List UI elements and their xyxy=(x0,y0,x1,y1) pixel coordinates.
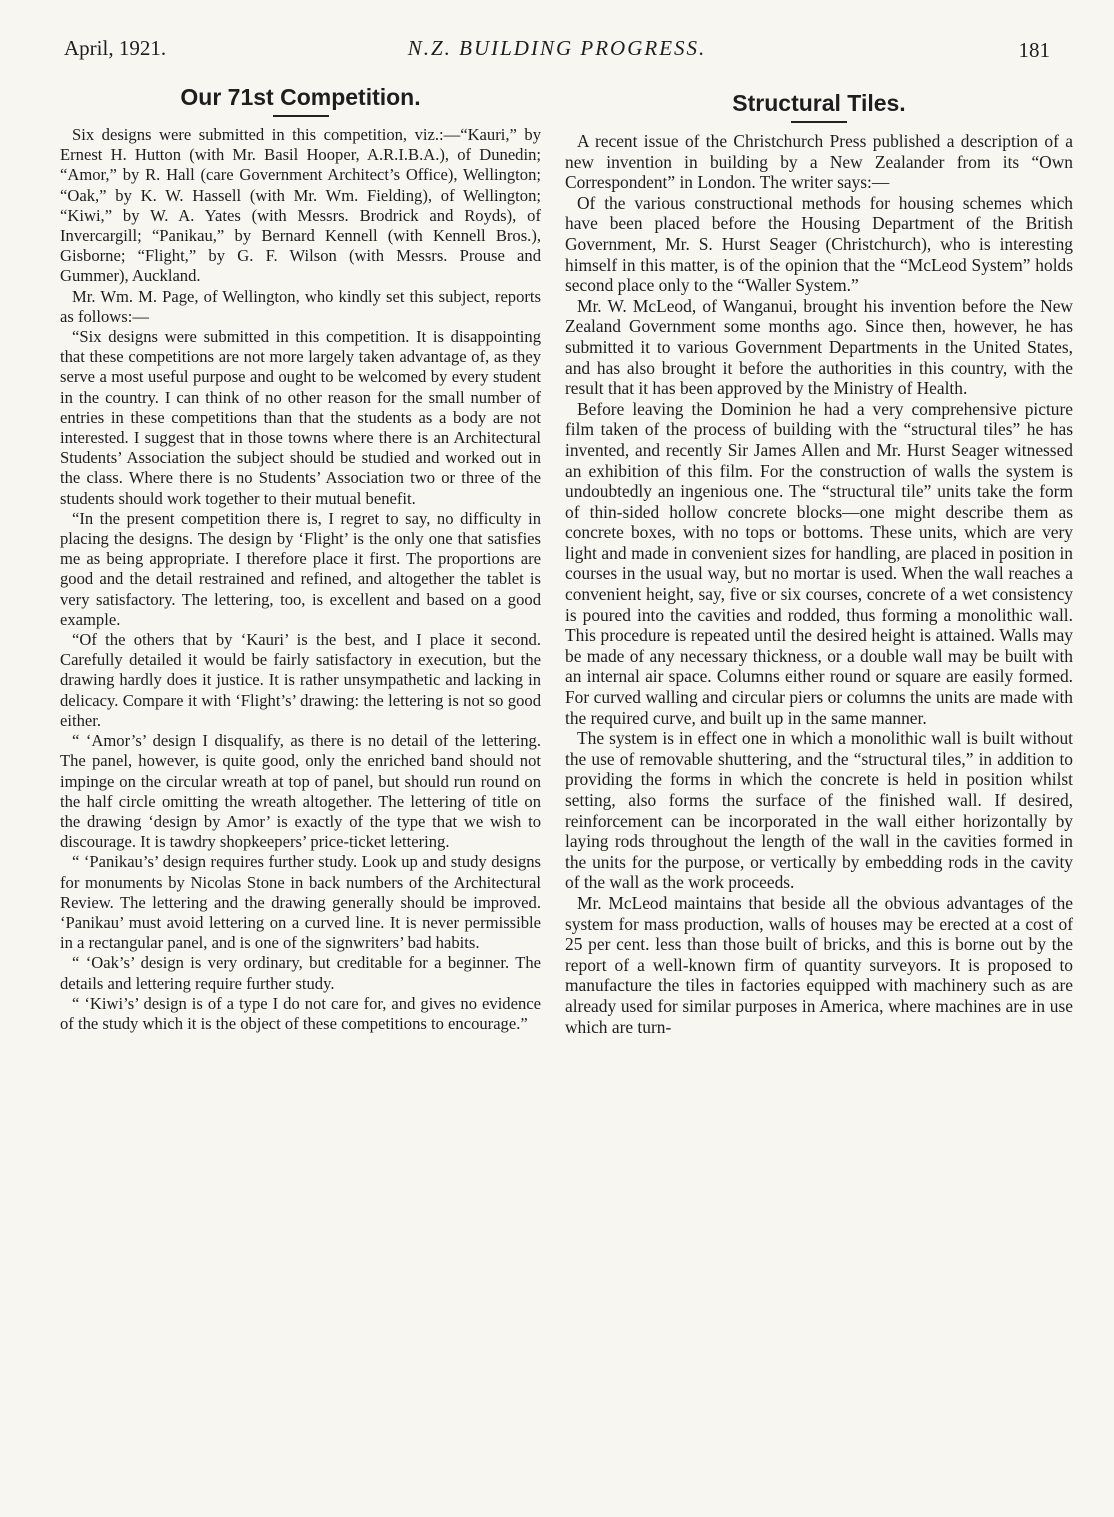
issue-date: April, 1921. xyxy=(64,36,167,60)
title-rule xyxy=(791,121,847,123)
article-paragraph: Mr. McLeod maintains that beside all the obvious advantages of the system for mass production, walls of houses may be erected at a cost of 25 per cent. less than those built of bricks, and this is borne out by the report of a well-known firm of quantity surveyors. It is proposed to manufacture the tiles in factories equipped with machinery such as are already used for similar purposes in America, where machines are in use which are turn- xyxy=(565,892,1073,1037)
article-paragraph: “Six designs were submitted in this competition. It is disappointing that these competitions are not more largely taken advantage of, as they serve a most useful purpose and ought to be welcomed by every student in the country. I can think of no other reason for the small number of entries in these competitions than that the students as a body are not interested. I suggest that in those towns where there is an Architectural Students’ Association the subject should be studied and worked out in the class. Where there is no Students’ Association two or three of the students should work together to their mutual benefit. xyxy=(60,327,541,508)
competition-article-title: Our 71st Competition. xyxy=(180,84,421,110)
page-number: 181 xyxy=(1018,38,1050,62)
article-paragraph: Of the various constructional methods for housing schemes which have been placed before the Housing Department of the British Government, Mr. S. Hurst Seager (Christchurch), who is interesting himself in this matter, is of the opinion that the “McLeod System” holds second place only to the “Waller System.” xyxy=(565,192,1073,296)
article-paragraph: Mr. W. McLeod, of Wanganui, brought his invention before the New Zealand Government some months ago. Since then, however, he has submitted it to various Government Departments in the United States, and has also brought it before the authorities in this country, with the result that it has been approved by the Ministry of Health. xyxy=(565,295,1073,399)
title-rule xyxy=(273,115,329,117)
article-paragraph: A recent issue of the Christchurch Press published a description of a new invention in building by a New Zealander from its “Own Correspondent” in London. The writer says:— xyxy=(565,131,1073,193)
article-paragraph: “Of the others that by ‘Kauri’ is the best, and I place it second. Carefully detailed it would be fairly satisfactory in execution, but the drawing hardly does it justice. It is rather unsympathetic and lacking in delicacy. Compare it with ‘Flight’s’ drawing: the lettering is not so good either. xyxy=(60,630,541,730)
article-paragraph: Mr. Wm. M. Page, of Wellington, who kindly set this subject, reports as follows:— xyxy=(60,286,541,326)
left-column xyxy=(60,76,541,1034)
article-paragraph: “ ‘Oak’s’ design is very ordinary, but creditable for a beginner. The details and lettering require further study. xyxy=(60,953,541,993)
article-paragraph: The system is in effect one in which a monolithic wall is built without the use of removable shuttering, and the “structural tiles,” in addition to providing the forms in which the concrete is held in position whilst setting, also forms the surface of the finished wall. If desired, reinforcement can be incorporated in the wall either horizontally by laying rods throughout the length of the wall in the cavities formed in the units for the purpose, or vertically by embedding rods in the cavity of the wall as the work proceeds. xyxy=(565,728,1073,893)
article-paragraph: “ ‘Amor’s’ design I disqualify, as there is no detail of the lettering. The panel, however, is quite good, only the enriched band should not impinge on the circular wreath at top of panel, but should run round on the half circle omitting the wreath altogether. The lettering of title on the drawing ‘design by Amor’ is exactly of the type that we wish to discourage. It is tawdry shopkeepers’ price-ticket lettering. xyxy=(60,731,541,852)
article-paragraph: “In the present competition there is, I regret to say, no difficulty in placing the designs. The design by ‘Flight’ is the only one that satisfies me as being appropriate. I therefore place it first. The proportions are good and the detail restrained and refined, and altogether the tablet is very satisfactory. The lettering, too, is excellent and based on a good example. xyxy=(60,508,541,629)
structural-tiles-article-title: Structural Tiles. xyxy=(732,90,906,116)
right-column xyxy=(565,76,1073,1037)
publication-title: N.Z. BUILDING PROGRESS. xyxy=(407,36,707,60)
article-paragraph: “ ‘Kiwi’s’ design is of a type I do not care for, and gives no evidence of the study which it is the object of these competitions to encourage.” xyxy=(60,993,541,1033)
article-paragraph: Six designs were submitted in this competition, viz.:—“Kauri,” by Ernest H. Hutton (with Mr. Basil Hooper, A.R.I.B.A.), of Dunedin; “Amor,” by R. Hall (care Government Architect’s Office), Wellington; “Oak,” by K. W. Hassell (with Mr. Wm. Fielding), of Wellington; “Kiwi,” by W. A. Yates (with Messrs. Brodrick and Royds), of Invercargill; “Panikau,” by Bernard Kennell (with Kennell Bros.), Gisborne; “Flight,” by G. F. Wilson (with Messrs. Prouse and Gummer), Auckland. xyxy=(60,125,541,286)
article-paragraph: “ ‘Panikau’s’ design requires further study. Look up and study designs for monuments by Nicolas Stone in back numbers of the Architectural Review. The lettering and the drawing generally should be improved. ‘Panikau’ must avoid lettering on a curved line. It is never permissible in a rectangular panel, and is one of the signwriters’ bad habits. xyxy=(60,852,541,953)
page-header xyxy=(64,30,1050,66)
article-paragraph: Before leaving the Dominion he had a very comprehensive picture film taken of the process of building with the “structural tiles” he has invented, and recently Sir James Allen and Mr. Hurst Seager witnessed an exhibition of this film. For the construction of walls the system is undoubtedly an ingenious one. The “structural tile” units take the form of thin-sided hollow concrete blocks—one might describe them as concrete boxes, with no tops or bottoms. These units, which are very light and made in convenient sizes for handling, are placed in position in courses in the usual way, but no mortar is used. When the wall reaches a convenient height, say, five or six courses, concrete of a wet consistency is poured into the cavities and rodded, thus forming a monolithic wall. This procedure is repeated until the desired height is attained. Walls may be made of any necessary thickness, or a double wall may be built with an internal air space. Columns either round or square are easily formed. For curved walling and circular piers or columns the units are made with the required curve, and built up in the same manner. xyxy=(565,398,1073,728)
